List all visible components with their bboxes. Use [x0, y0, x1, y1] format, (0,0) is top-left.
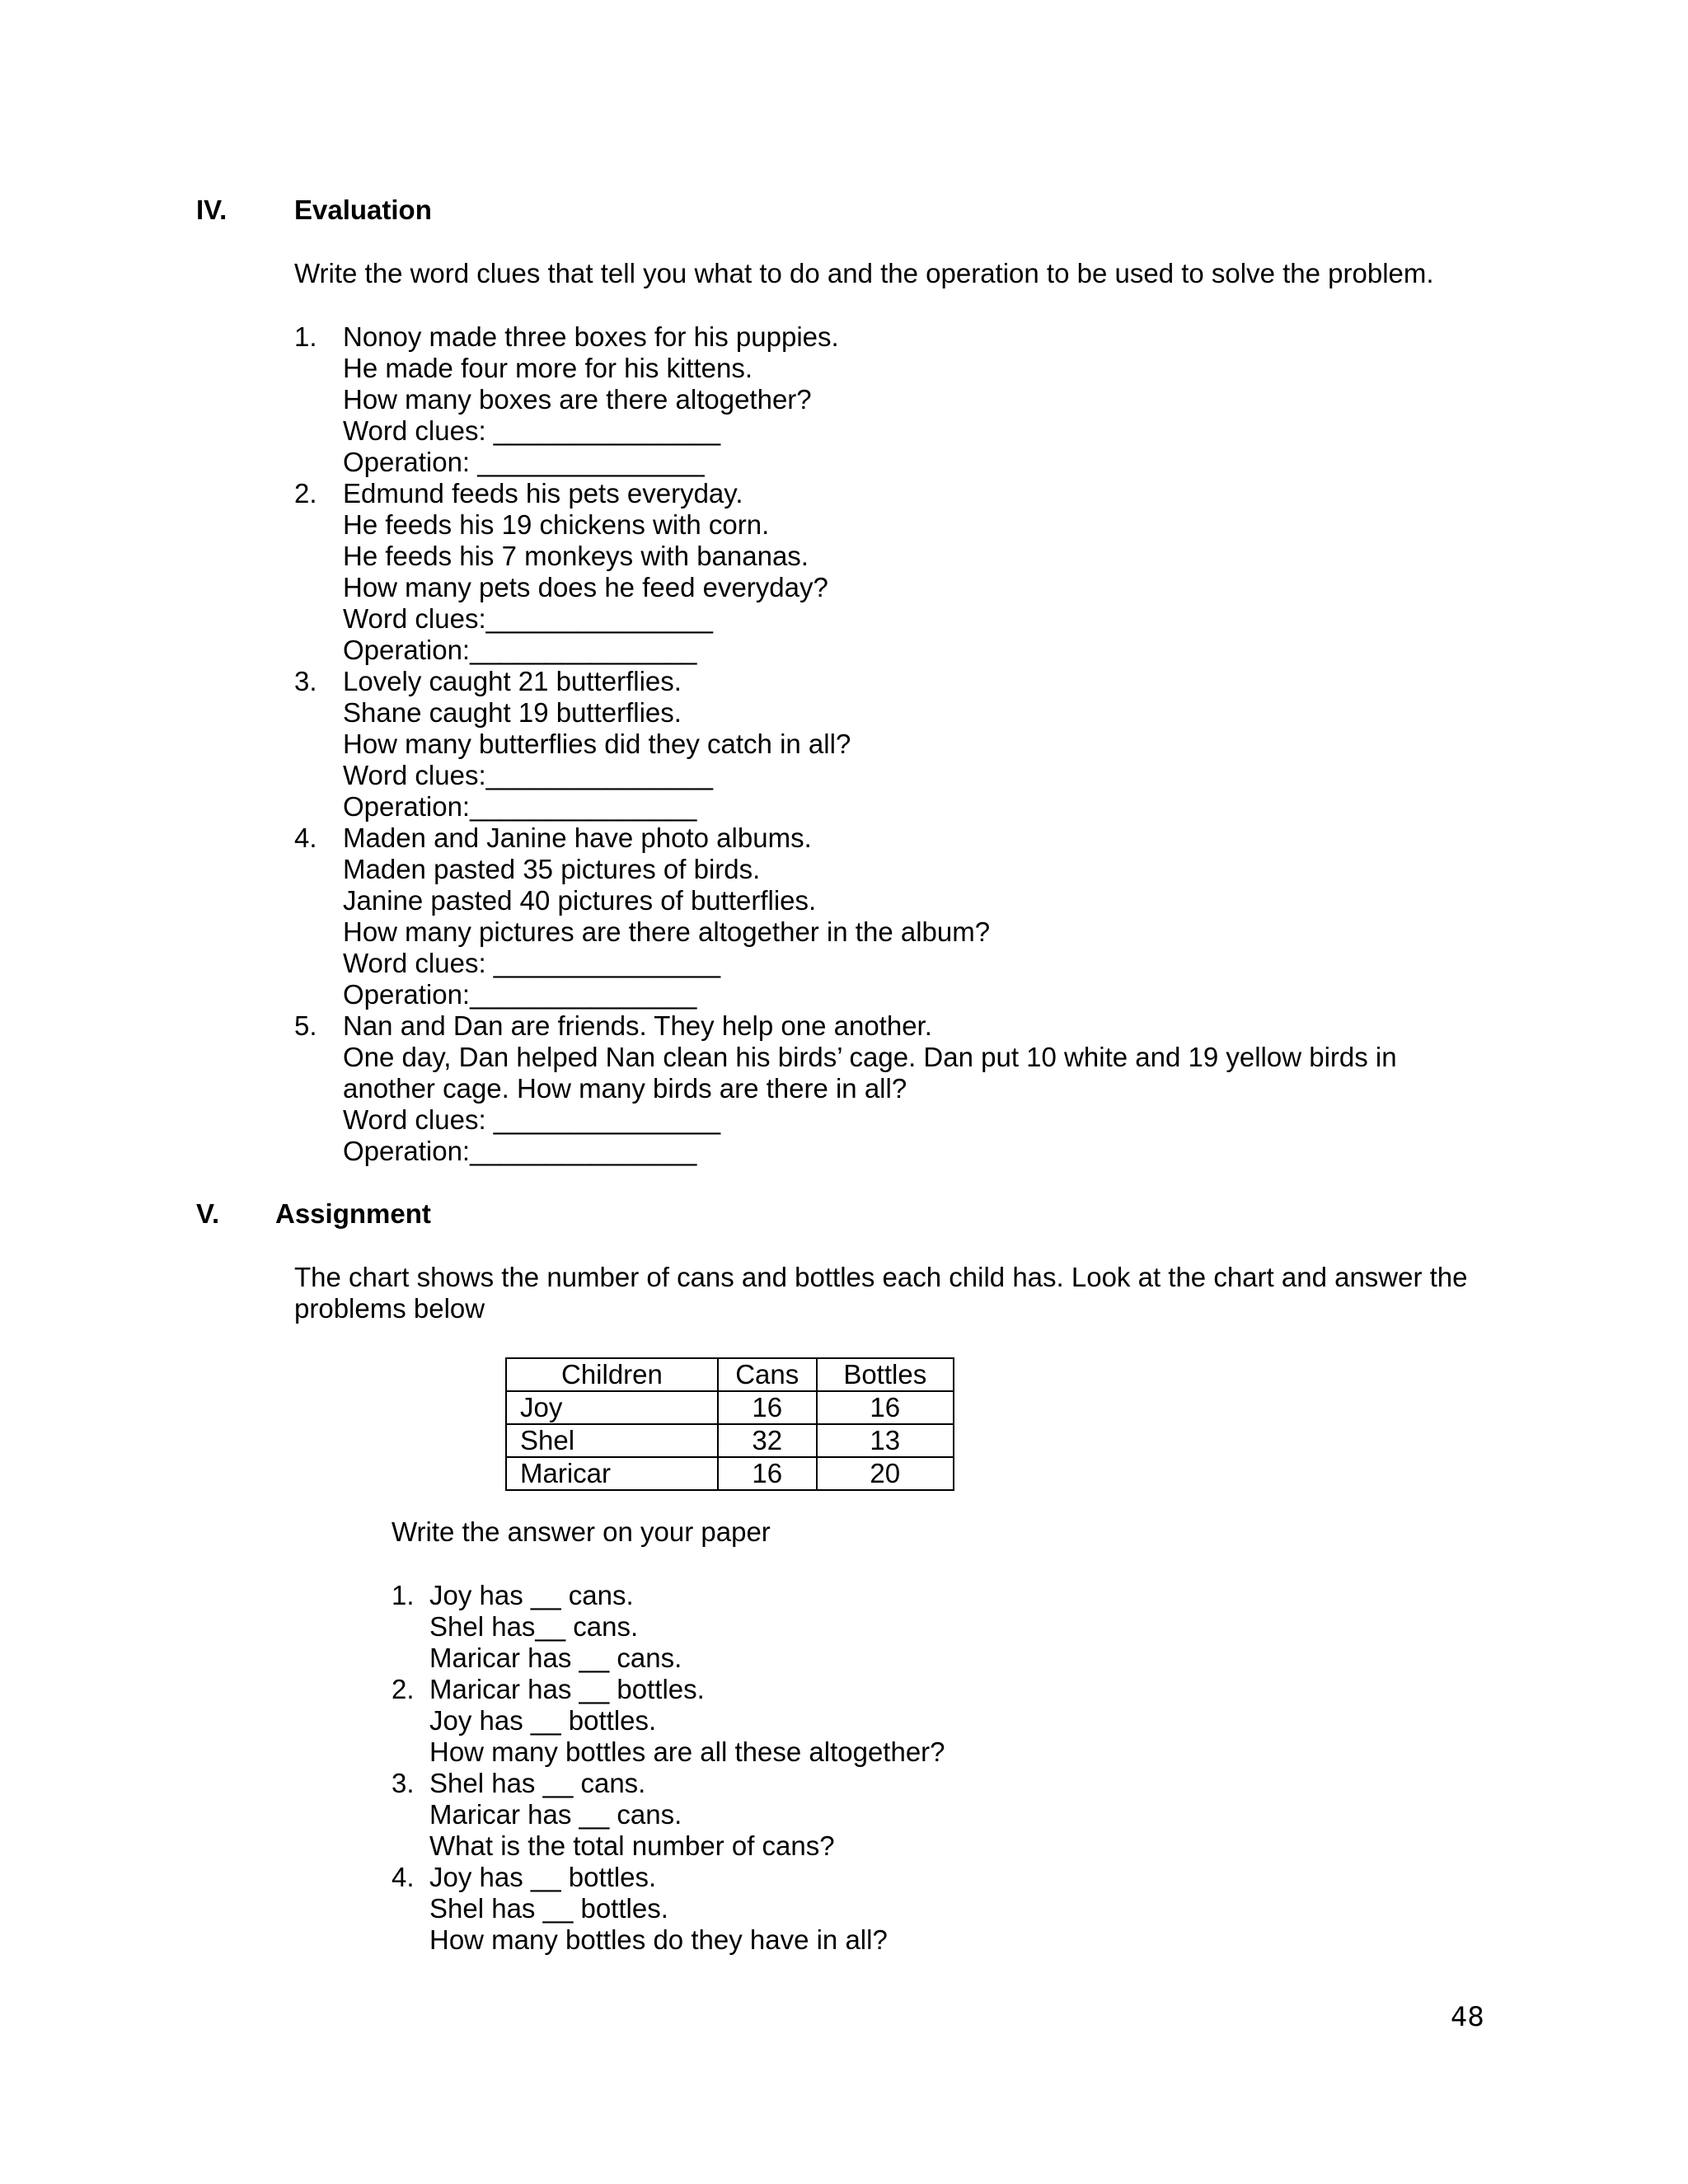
item-line: Edmund feeds his pets everyday.: [343, 478, 743, 509]
word-clues-line: Word clues:_______________: [343, 760, 713, 790]
item-line: Maricar has __ cans.: [429, 1799, 682, 1830]
item-line: Joy has __ bottles.: [429, 1862, 657, 1892]
operation-line: Operation:_______________: [343, 635, 697, 665]
item-number: 1.: [392, 1580, 415, 1610]
item-number: 4.: [294, 823, 317, 853]
table-cell: 32: [718, 1424, 817, 1457]
answer-prompt: Write the answer on your paper: [392, 1516, 771, 1547]
item-line: Nonoy made three boxes for his puppies.: [343, 321, 839, 352]
item-line: Maricar has __ bottles.: [429, 1674, 705, 1704]
table-row: [506, 1391, 954, 1424]
item-number: 3.: [294, 666, 317, 696]
item-line: Joy has __ bottles.: [429, 1705, 657, 1736]
item-line: Shane caught 19 butterflies.: [343, 697, 682, 728]
section-iv-instructions: Write the word clues that tell you what to do and the operation to be used to solve the problem.: [294, 258, 1434, 288]
item-line: How many boxes are there altogether?: [343, 384, 812, 415]
item-number: 3.: [392, 1768, 415, 1798]
table-header: Children: [506, 1358, 718, 1391]
section-v-numeral: V.: [196, 1198, 220, 1229]
table-cell: Maricar: [506, 1457, 718, 1490]
table-header-row: [506, 1358, 954, 1391]
section-iv-title: Evaluation: [294, 194, 432, 225]
section-v-instructions: The chart shows the number of cans and bottles each child has. Look at the chart and answer the: [294, 1262, 1468, 1292]
section-v-instructions-cont: problems below: [294, 1293, 485, 1324]
section-v-title: Assignment: [275, 1198, 431, 1229]
table-row: [506, 1457, 954, 1490]
item-line: Maricar has __ cans.: [429, 1643, 682, 1673]
item-number: 5.: [294, 1010, 317, 1041]
item-line: another cage. How many birds are there in all?: [343, 1073, 907, 1104]
table-cell: 13: [817, 1424, 954, 1457]
item-number: 2.: [294, 478, 317, 509]
table-cell: Joy: [506, 1391, 718, 1424]
item-line: Maden and Janine have photo albums.: [343, 823, 812, 853]
item-line: Nan and Dan are friends. They help one another.: [343, 1010, 932, 1041]
operation-line: Operation:_______________: [343, 791, 697, 822]
cans-bottles-table: [505, 1357, 954, 1491]
operation-line: Operation:_______________: [343, 1136, 697, 1166]
word-clues-line: Word clues: _______________: [343, 415, 721, 446]
table-row: [506, 1424, 954, 1457]
operation-line: Operation:_______________: [343, 979, 697, 1010]
item-line: What is the total number of cans?: [429, 1830, 835, 1861]
page-number: 48: [1451, 2001, 1484, 2032]
table-header: Cans: [718, 1358, 817, 1391]
item-line: Janine pasted 40 pictures of butterflies.: [343, 885, 817, 916]
word-clues-line: Word clues: _______________: [343, 948, 721, 978]
item-line: He feeds his 19 chickens with corn.: [343, 509, 770, 540]
table-cell: 20: [817, 1457, 954, 1490]
item-number: 4.: [392, 1862, 415, 1892]
item-line: How many bottles do they have in all?: [429, 1924, 888, 1955]
item-line: Shel has __ cans.: [429, 1768, 646, 1798]
table-header: Bottles: [817, 1358, 954, 1391]
operation-line: Operation: _______________: [343, 447, 705, 477]
item-number: 2.: [392, 1674, 415, 1704]
item-line: How many bottles are all these altogether?: [429, 1736, 945, 1767]
item-number: 1.: [294, 321, 317, 352]
item-line: How many butterflies did they catch in all?: [343, 729, 851, 759]
item-line: How many pets does he feed everyday?: [343, 572, 828, 602]
table-cell: 16: [817, 1391, 954, 1424]
section-iv-numeral: IV.: [196, 194, 227, 225]
item-line: Lovely caught 21 butterflies.: [343, 666, 682, 696]
item-line: He made four more for his kittens.: [343, 353, 753, 383]
item-line: Shel has __ bottles.: [429, 1893, 668, 1924]
table-cell: 16: [718, 1457, 817, 1490]
word-clues-line: Word clues: _______________: [343, 1104, 721, 1135]
table-cell: 16: [718, 1391, 817, 1424]
item-line: One day, Dan helped Nan clean his birds’ cage. Dan put 10 white and 19 yellow birds in: [343, 1042, 1397, 1072]
item-line: Shel has__ cans.: [429, 1611, 639, 1642]
item-line: Maden pasted 35 pictures of birds.: [343, 854, 761, 884]
item-line: How many pictures are there altogether in the album?: [343, 916, 991, 947]
word-clues-line: Word clues:_______________: [343, 603, 713, 634]
item-line: Joy has __ cans.: [429, 1580, 634, 1610]
table-cell: Shel: [506, 1424, 718, 1457]
item-line: He feeds his 7 monkeys with bananas.: [343, 541, 809, 571]
